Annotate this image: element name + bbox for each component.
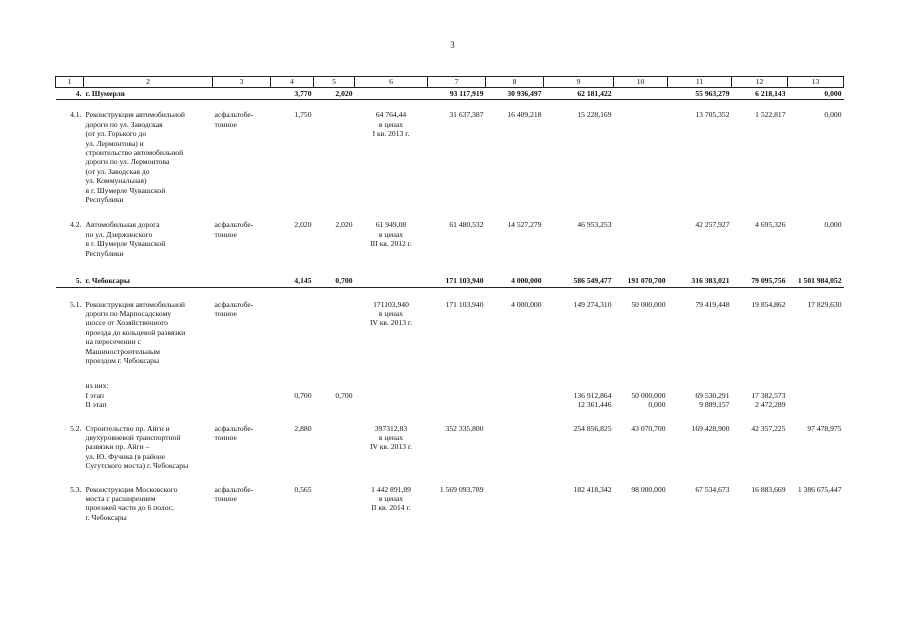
col-12: 42 357,225 [751,423,786,433]
row-name: Строительство пр. Айги и двухуровневой транспортной развязки пр. Айги – ул. Ю. Фучика (в районе Сугутского моста) г. Чебоксары [85,423,189,471]
commission-km: 2,020 [314,88,355,100]
program-table [55,76,844,522]
column-header-4: 4 [271,77,314,88]
col-9: 136 912,864 12 361,446 [573,390,612,410]
total-cost: 31 637,387 [449,110,484,120]
col-11: 13 705,352 [695,110,730,120]
col-13: 0,000 [788,88,844,100]
row-number: 5.2. [70,423,82,433]
column-header-10: 10 [614,77,668,88]
col-10: 50 000,000 [631,299,666,309]
row-name: Автомобильная дорога по ул. Дзержинского в г. Шумерле Чувашской Республики [85,220,166,258]
total-cost [428,365,486,409]
total-cost: 93 117,919 [428,88,486,100]
row-name: г. Чебоксары [84,258,213,287]
surface-type [213,88,271,100]
col-10 [614,204,668,258]
section-row [56,258,844,287]
surface-type [213,258,271,287]
surface-type: асфальтобе- тонное [214,110,254,129]
col-9: 62 181,422 [544,88,614,100]
length-km: 0,565 [294,484,312,494]
col-13: 0,000 [824,110,842,120]
row-name: Реконструкция автомобильной дороги по Марпосадскому шоссе от Хозяйственного проезда до кольцевой развязки на пересечении с Машиностроительным проездом г. Чебоксары [85,299,186,365]
total-cost: 171 103,940 [445,299,484,309]
col-13 [788,365,844,409]
col-8 [486,410,544,471]
col-10: 191 070,700 [614,258,668,287]
table-row [56,204,844,258]
col-11: 67 534,673 [695,484,730,494]
col-13: 1 386 675,447 [797,484,842,494]
stages-row [56,365,844,409]
total-cost: 61 480,532 [449,220,484,230]
row-number: 5.1. [70,299,82,309]
row-number: 4. [56,88,84,100]
col-12: 17 382,573 2 472,289 [751,390,786,410]
column-header-2: 2 [84,77,213,88]
col-8: 30 936,497 [486,88,544,100]
section-row [56,88,844,100]
col-11: 69 530,291 9 889,157 [695,390,730,410]
col-8: 4 000,000 [511,299,542,309]
col-9: 586 549,477 [544,258,614,287]
length-km: 3,770 [271,88,314,100]
col-9: 149 274,310 [573,299,612,309]
column-header-8: 8 [486,77,544,88]
col-12: 19 854,862 [751,299,786,309]
estimate-cost: 64 764,44 в ценах I кв. 2013 г. [372,110,410,139]
estimate-cost: 1 442 891,89 в ценах II кв. 2014 г. [371,484,411,513]
col-8: 14 527,279 [507,220,542,230]
row-name: из них: I этап II этап [85,381,109,410]
header-row [56,77,844,88]
row-number: 4.2. [70,220,82,230]
surface-type: асфальтобе- тонное [214,299,254,318]
col-11: 169 428,900 [691,423,730,433]
estimate-cost [355,258,428,287]
row-number [56,365,84,409]
row-number: 4.1. [70,110,82,120]
col-10: 98 000,000 [631,484,666,494]
col-8 [486,365,544,409]
col-11: 316 383,021 [668,258,732,287]
col-13: 97 478,975 [807,423,842,433]
col-10 [614,100,668,205]
length-km: 4,145 [271,258,314,287]
col-12: 16 883,669 [751,484,786,494]
surface-type [213,365,271,409]
column-header-9: 9 [544,77,614,88]
total-cost: 1 569 093,789 [439,484,484,494]
commission-km: 2,020 [335,220,353,230]
col-10 [614,88,668,100]
surface-type: асфальтобе- тонное [214,220,254,239]
table-row [56,410,844,471]
length-km: 0,700 [294,390,312,400]
commission-km: 0,700 [314,258,355,287]
row-name: Реконструкция Московского моста с расширением проезжей части до 6 полос, г. Чебоксары [85,484,178,522]
col-13: 17 829,630 [807,299,842,309]
estimate-cost: 171103,940 в ценах IV кв. 2013 г. [369,299,413,328]
col-13: 1 501 984,052 [788,258,844,287]
row-number: 5. [56,258,84,287]
length-km: 2,020 [294,220,312,230]
col-10: 50 000,000 0,000 [631,390,666,410]
column-header-1: 1 [56,77,84,88]
row-name: г. Шумерля [84,88,213,100]
col-11: 79 419,448 [695,299,730,309]
col-12: 6 218,143 [732,88,788,100]
surface-type: асфальтобе- тонное [214,484,254,503]
estimate-cost [355,88,428,100]
col-10: 43 070,700 [631,423,666,433]
col-9: 46 953,253 [577,220,612,230]
row-name: Реконструкция автомобильной дороги по ул. Заводская (от ул. Горького до ул. Лермонтова) и строительство автомобильной дороги по ул. Лермонтова (от ул. Заводская до ул. Коммунальная) в г. Шумерле Чувашской Республики [85,110,185,205]
col-9: 182 418,342 [573,484,612,494]
col-9: 254 856,825 [573,423,612,433]
col-12: 79 095,756 [732,258,788,287]
estimate-cost [355,365,428,409]
table-row [56,471,844,523]
column-header-13: 13 [788,77,844,88]
col-11: 55 963,279 [668,88,732,100]
column-header-5: 5 [314,77,355,88]
estimate-cost: 397312,83 в ценах IV кв. 2013 г. [369,423,413,452]
column-header-3: 3 [213,77,271,88]
col-12: 4 695,326 [755,220,786,230]
column-header-12: 12 [732,77,788,88]
commission-km [314,471,355,523]
surface-type: асфальтобе- тонное [214,423,254,442]
column-header-6: 6 [355,77,428,88]
length-km: 1,750 [294,110,312,120]
column-header-7: 7 [428,77,486,88]
length-km [271,287,314,365]
column-header-11: 11 [668,77,732,88]
table-row [56,100,844,205]
col-11: 42 257,927 [695,220,730,230]
table-row [56,287,844,365]
col-8: 4 000,000 [486,258,544,287]
length-km: 2,880 [294,423,312,433]
estimate-cost: 61 949,08 в ценах III кв. 2012 г. [370,220,412,249]
commission-km: 0,700 [335,390,353,400]
row-number: 5.3. [70,484,82,494]
col-8 [486,471,544,523]
total-cost: 352 335,800 [445,423,484,433]
page-number: 3 [450,40,455,50]
col-8: 16 409,218 [507,110,542,120]
col-9: 15 228,169 [577,110,612,120]
commission-km [314,287,355,365]
commission-km [314,100,355,205]
total-cost: 171 103,940 [428,258,486,287]
col-13: 0,000 [824,220,842,230]
commission-km [314,410,355,471]
col-12: 1 522,817 [755,110,786,120]
